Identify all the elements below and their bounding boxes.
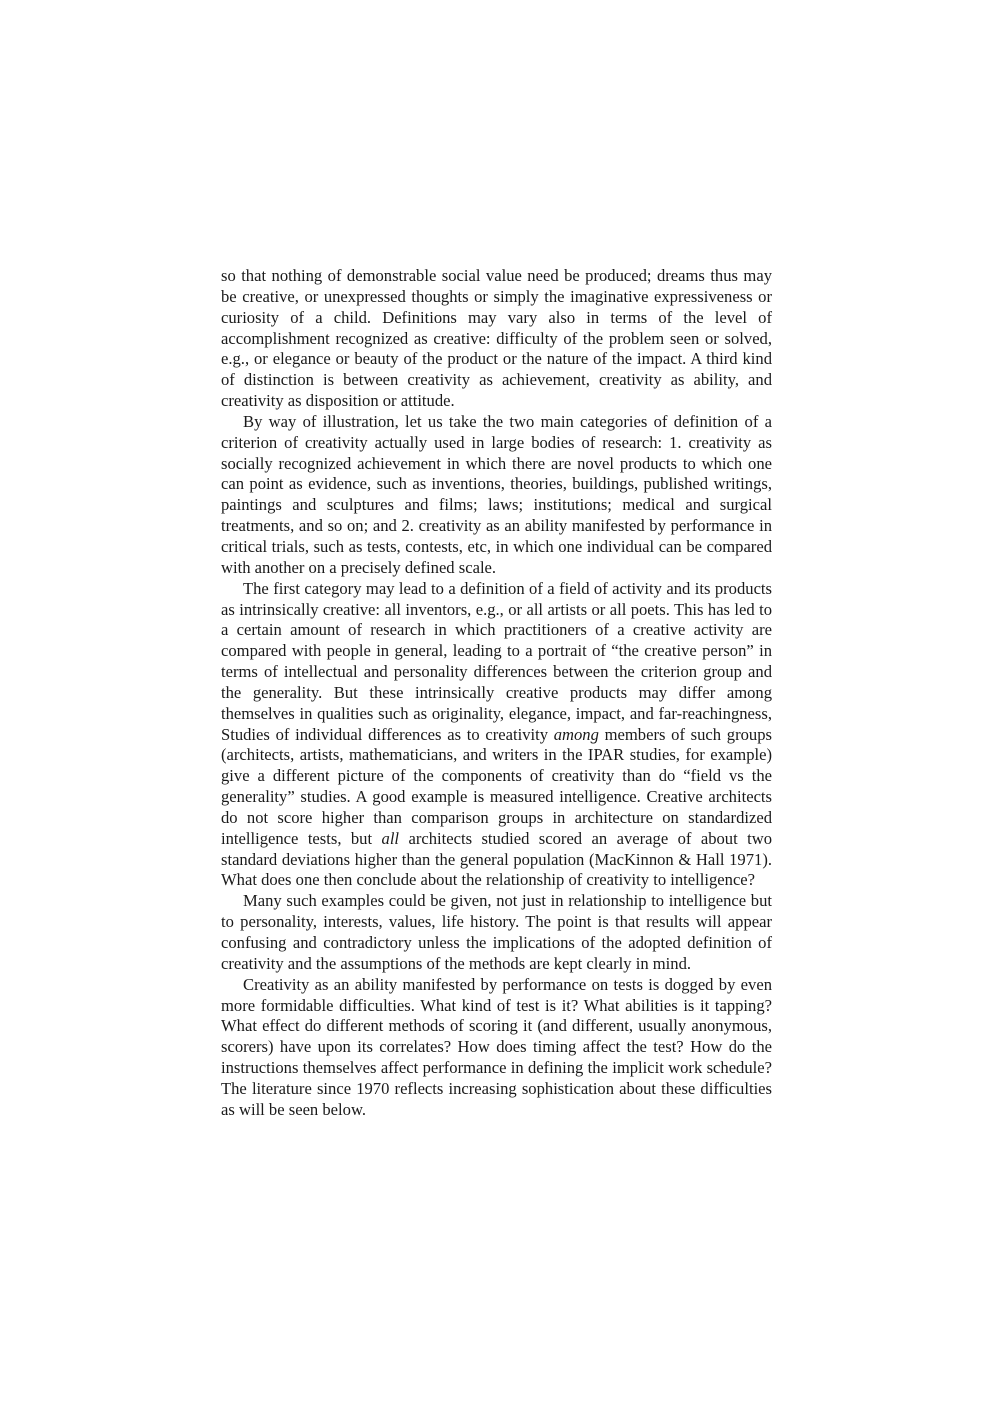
paragraph-ability-tests (221, 975, 772, 1121)
paragraph-text: architects studied scored an average of about two standard deviations higher than the general population (MacKinnon & Hall 1971). What does one then conclude about the relationship of creativity to intelligence? (221, 828, 773, 890)
paragraph-text: so that nothing of demonstrable social value need be produced; dreams thus may be creative, or unexpressed thoughts or simply the imaginative expressiveness or curiosity of a child. Definitions may vary also in terms of the level of accomplishment recognized as creative: difficulty of the problem seen or solved, e.g., or elegance or beauty of the product or the nature of the impact. A third kind of distinction is between creativity as achievement, creativity as ability, and creativity as disposition or attitude. (221, 266, 772, 411)
paragraph-definitions (221, 266, 772, 412)
paragraph-text: members of such groups (architects, artists, mathematicians, and writers in the IPAR studies, for example) give a different picture of the components of creativity than do “field vs the generality” studies. A good example is measured intelligence. Creative architects do not score higher than comparison groups in architecture on standardized intelligence tests, but (221, 724, 772, 848)
paragraph-text: The first category may lead to a definition of a field of activity and its products as intrinsically creative: all inventors, e.g., or all artists or all poets. This has led to a certain amount of research in which practitioners of a creative activity are compared with people in general, leading to a portrait of “the creative person” in terms of intellectual and personality differences between the criterion group and the generality. But these intrinsically creative products may differ among themselves in qualities such as originality, elegance, impact, and far-reachingness, Studies of individual differences as to creativity (221, 578, 772, 744)
paragraph-text: By way of illustration, let us take the two main categories of definition of a criterion of creativity actually used in large bodies of research: 1. creativity as socially recognized achievement in which there are novel products to which one can point as evidence, such as inventions, theories, buildings, published writings, paintings and sculptures and films; laws; institutions; medical and surgical treatments, and so on; and 2. creativity as an ability manifested by performance in critical trials, such as tests, contests, etc, in which one individual can be compared with another on a precisely defined scale. (221, 411, 772, 577)
paragraph-text: Many such examples could be given, not just in relationship to intelligence but to personality, interests, values, life history. The point is that results will appear confusing and contradictory unless the implications of the adopted definition of creativity and the assumptions of the methods are kept clearly in mind. (221, 891, 772, 973)
emphasis-text: among (553, 724, 599, 744)
emphasis-text: all (381, 828, 400, 848)
paragraph-illustration (221, 412, 772, 579)
paragraph-text: Creativity as an ability manifested by performance on tests is dogged by even more formidable difficulties. What kind of test is it? What abilities is it tapping? What effect do different methods of scoring it (and different, usually anonymous, scorers) have upon its correlates? How does timing affect the test? How do the instructions themselves affect performance in defining the implicit work schedule? The literature since 1970 reflects increasing sophistication about these difficulties as will be seen below. (221, 974, 772, 1119)
document-page (221, 266, 772, 1121)
paragraph-examples (221, 891, 772, 974)
paragraph-first-category (221, 579, 772, 892)
